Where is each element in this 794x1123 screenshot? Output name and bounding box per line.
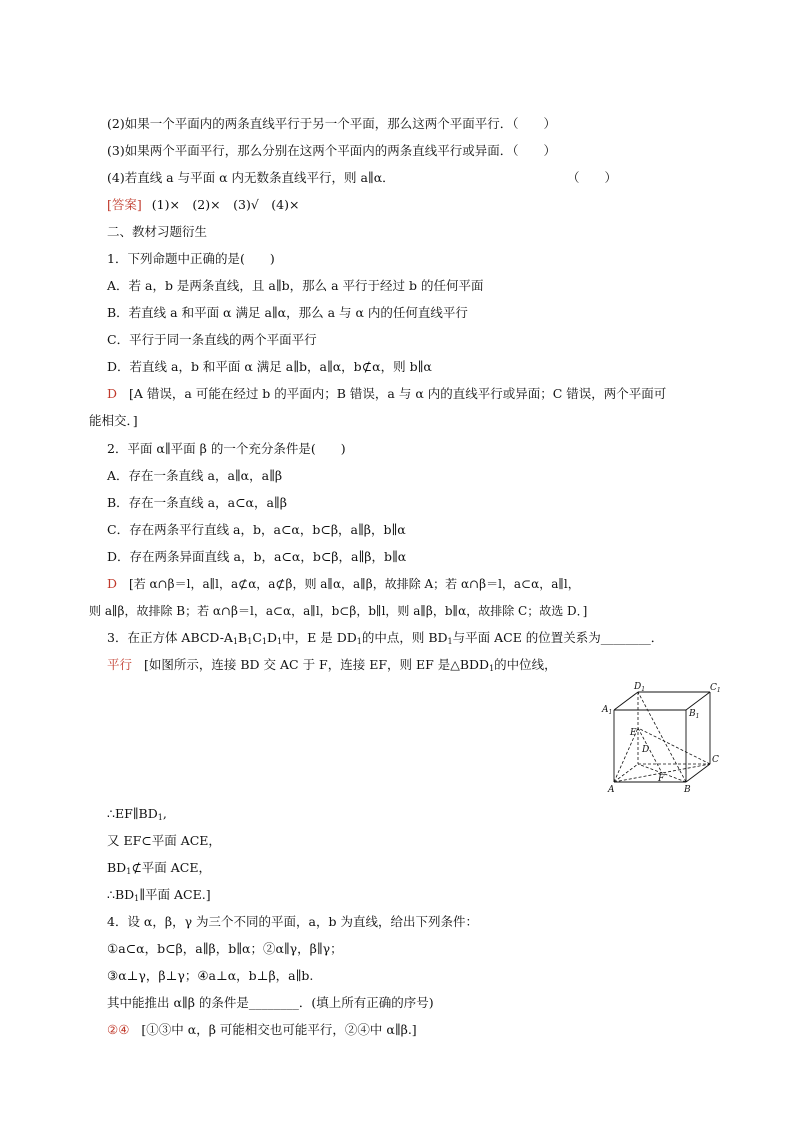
q4-stem: 4．设 α，β，γ 为三个不同的平面，a，b 为直线，给出下列条件： <box>107 914 478 929</box>
q3-text-4: D <box>267 630 278 645</box>
q2-explanation-1 <box>107 576 580 592</box>
q3-text-6: 的中点，则 BD <box>361 630 448 645</box>
q1-option-d: D．若直线 a，b 和平面 α 满足 a∥b，a∥α，b⊄α，则 b∥α <box>107 359 432 374</box>
q3-explanation <box>107 657 557 677</box>
label-c: C <box>712 755 719 765</box>
answer-line <box>107 197 299 213</box>
step4-text-1: ∴BD <box>107 887 135 902</box>
step4-text-2: ∥平面 ACE.] <box>139 887 211 902</box>
step3-text-2: ⊄平面 ACE， <box>131 860 211 875</box>
q3-stem <box>107 630 663 650</box>
q1-option-c: C．平行于同一条直线的两个平面平行 <box>107 332 317 347</box>
q3-step-4 <box>107 887 211 907</box>
q3-step-2: 又 EF⊂平面 ACE， <box>107 833 221 848</box>
edge <box>614 692 638 710</box>
q1-explanation-2: 能相交．] <box>89 413 138 428</box>
q2-explanation-2: 则 a∥β，故排除 B；若 α∩β＝l，a⊂α，a∥l，b⊂β，b∥l，则 a∥β，b∥α，故排除 C；故选 D．] <box>89 604 588 618</box>
bd1 <box>638 692 686 782</box>
q3-sub: 1 <box>277 637 283 646</box>
label-e: E <box>630 728 637 738</box>
label-d: D <box>642 745 650 755</box>
judge-item-4-paren: （ ） <box>567 170 618 185</box>
q1-option-a: A．若 a，b 是两条直线，且 a∥b，那么 a 平行于经过 b 的任何平面 <box>107 278 484 293</box>
q3-sub: 1 <box>232 637 239 646</box>
q1-answer-key: D <box>107 386 118 401</box>
q4-conditions-2: ③α⊥γ，β⊥γ；④a⊥α，b⊥β，a∥b. <box>107 968 314 983</box>
section-heading: 二、教材习题衍生 <box>107 224 208 239</box>
q2-option-d: D．存在两条异面直线 a，b，a⊂α，b⊂β，a∥β，b∥α <box>107 549 407 564</box>
q3-answer-key: 平行 <box>107 657 133 672</box>
q1-stem: 1．下列命题中正确的是( ) <box>107 251 275 266</box>
q3-text-1: 3．在正方体 ABCD-A <box>107 630 233 645</box>
edge <box>686 764 710 782</box>
step4-sub: 1 <box>134 894 140 903</box>
q3-sub: 1 <box>247 637 253 646</box>
q2-option-c: C．存在两条平行直线 a，b，a⊂α，b⊂β，a∥β，b∥α <box>107 522 406 537</box>
q3-text-7: 与平面 ACE 的位置关系为________． <box>452 630 664 645</box>
q3-text-2: B <box>238 630 248 645</box>
q4-explanation <box>107 1022 417 1038</box>
q2-explanation-text: [若 α∩β＝l，a∥l，a⊄α，a⊄β，则 a∥α，a∥β，故排除 A；若 α∩β＝l，a⊂α，a∥l， <box>129 577 580 591</box>
q3-text-5: 中，E 是 DD <box>282 630 357 645</box>
q3-step-3 <box>107 860 211 880</box>
q3-step-1: $\therefore EF\parallel BD_1$, <box>107 806 167 822</box>
label-d1: $D_1$ <box>634 682 646 693</box>
q1-explanation-1 <box>107 386 666 402</box>
q3-exp-1: [如图所示，连接 BD 交 AC 于 F，连接 EF，则 EF 是△BDD <box>144 657 490 672</box>
q2-stem: 2．平面 α∥平面 β 的一个充分条件是( ) <box>107 441 346 456</box>
q2-option-b: B．存在一条直线 a，a⊂α，a∥β <box>107 495 287 510</box>
label-a1: $A_1$ <box>602 705 613 716</box>
q4-conditions-1: ①a⊂α，b⊂β，a∥β，b∥α；②α∥γ，β∥γ； <box>107 941 343 956</box>
q3-exp-2: 的中位线， <box>494 657 557 672</box>
q4-question: 其中能推出 α∥β 的条件是________．(填上所有正确的序号) <box>107 995 434 1010</box>
judge-item-2: (2)如果一个平面内的两条直线平行于另一个平面，那么这两个平面平行．（ ） <box>107 116 556 131</box>
judge-item-3: (3)如果两个平面平行，那么分别在这两个平面内的两条直线平行或异面．（ ） <box>107 143 556 158</box>
label-b: B <box>684 785 691 795</box>
judge-item-4 <box>107 170 618 186</box>
judge-item-4-text: (4)若直线 a 与平面 α 内无数条直线平行，则 a∥α． <box>107 170 395 185</box>
q3-sub: 1 <box>261 637 267 646</box>
q3-exp-sub: 1 <box>489 664 495 673</box>
label-c1: $C_1$ <box>710 683 721 694</box>
step1-sub: 1 <box>157 813 163 822</box>
q1-option-b: B．若直线 a 和平面 α 满足 a∥α，那么 a 与 α 内的任何直线平行 <box>107 305 468 320</box>
label-b1: $B_1$ <box>689 709 700 720</box>
q3-text-3: C <box>252 630 262 645</box>
step3-sub: 1 <box>126 867 132 876</box>
q2-option-a: A．存在一条直线 a，a∥α，a∥β <box>107 468 283 483</box>
q3-sub: 1 <box>356 637 362 646</box>
q4-explanation-text: [①③中 α，β 可能相交也可能平行，②④中 α∥β.] <box>141 1022 417 1037</box>
label-f: F <box>658 774 665 784</box>
q3-explanation-text <box>144 657 557 672</box>
step1-text: ∴EF∥BD <box>107 806 158 821</box>
answer-values: (1)× (2)× (3)√ (4)× <box>151 197 300 212</box>
step3-text-1: BD <box>107 860 127 875</box>
q1-explanation-text: [A 错误，a 可能在经过 b 的平面内；B 错误，a 与 α 内的直线平行或异面；C 错误，两个平面可 <box>129 386 667 401</box>
label-a: A <box>608 785 615 795</box>
hidden-edge <box>614 764 638 782</box>
q3-sub: 1 <box>447 637 453 646</box>
answer-tag: [答案] <box>107 197 142 212</box>
edge <box>686 692 710 710</box>
cube-figure <box>600 682 720 794</box>
q2-answer-key: D <box>107 576 118 591</box>
q4-answer-key: ②④ <box>107 1022 130 1037</box>
